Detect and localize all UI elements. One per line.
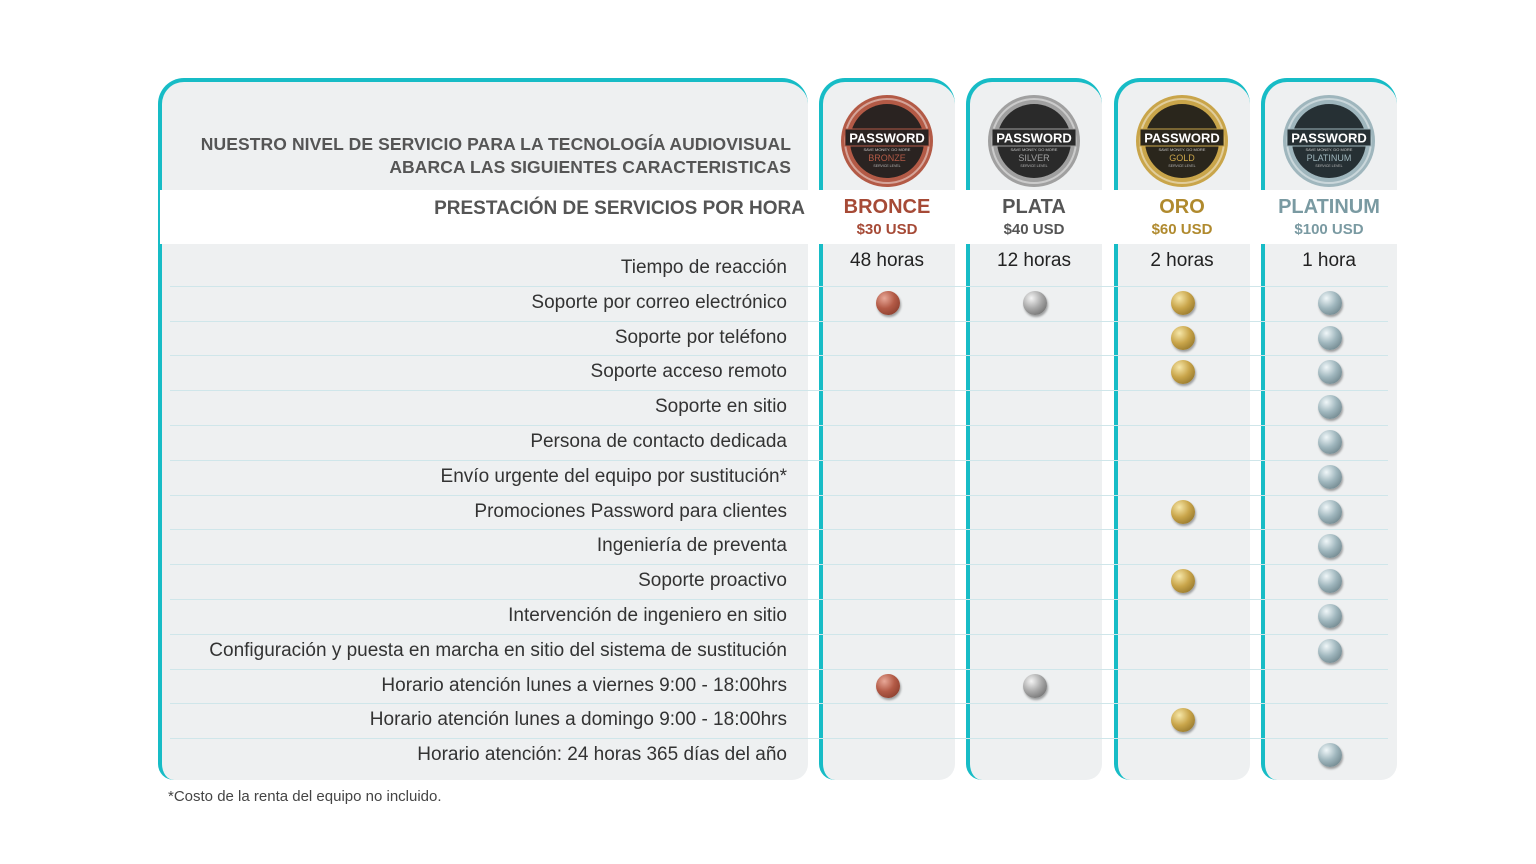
badge-platinum-icon <box>1281 93 1377 189</box>
cell-value: 12 horas <box>997 250 1071 271</box>
row-label: Envío urgente del equipo por sustitución* <box>440 465 787 487</box>
row-divider <box>170 564 1388 565</box>
platinum-check-icon <box>1318 326 1342 350</box>
gold-check-icon <box>1171 569 1195 593</box>
row-divider <box>170 703 1388 704</box>
tier-price-platinum: $100 USD <box>1294 221 1364 238</box>
row-label: Configuración y puesta en marcha en sitio del sistema de sustitución <box>209 639 787 661</box>
row-label: Horario atención lunes a viernes 9:00 - 18:00hrs <box>381 674 787 696</box>
row-label: Soporte en sitio <box>654 396 787 418</box>
badge-sub-text: SERVICE LEVEL <box>1020 164 1048 168</box>
badge-bronze-icon <box>839 93 935 189</box>
silver-check-icon <box>1023 674 1047 698</box>
platinum-check-icon <box>1318 639 1342 663</box>
badge-sub-text: SERVICE LEVEL <box>1168 164 1196 168</box>
badge-level-text: BRONZE <box>868 153 906 163</box>
row-divider <box>170 599 1388 600</box>
badge-level-text: GOLD <box>1169 153 1195 163</box>
band-title: PRESTACIÓN DE SERVICIOS POR HORA <box>434 198 805 219</box>
row-divider <box>170 390 1388 391</box>
row-label: Soporte acceso remoto <box>590 361 787 383</box>
gold-check-icon <box>1171 326 1195 350</box>
silver-check-icon <box>1023 291 1047 315</box>
badge-sub-text: SERVICE LEVEL <box>1315 164 1343 168</box>
platinum-check-icon <box>1318 465 1342 489</box>
badge-tagline-text: SAVE MONEY. DO MORE <box>863 147 911 152</box>
platinum-check-icon <box>1318 569 1342 593</box>
row-divider <box>170 286 1388 287</box>
badge-tagline-text: SAVE MONEY. DO MORE <box>1305 147 1353 152</box>
tier-price-silver: $40 USD <box>1003 221 1065 238</box>
badge-sub-text: SERVICE LEVEL <box>873 164 901 168</box>
platinum-check-icon <box>1318 430 1342 454</box>
row-label: Promociones Password para clientes <box>474 500 787 522</box>
platinum-check-icon <box>1318 604 1342 628</box>
badge-brand-text: PASSWORD <box>1144 130 1220 146</box>
badge-brand-text: PASSWORD <box>849 130 925 146</box>
row-divider <box>170 321 1388 322</box>
row-divider <box>170 529 1388 530</box>
row-label: Tiempo de reacción <box>620 257 787 278</box>
row-divider <box>170 669 1388 670</box>
row-label: Ingeniería de preventa <box>596 535 787 557</box>
tier-name-silver: PLATA <box>1002 196 1066 218</box>
tier-name-bronze: BRONCE <box>843 196 931 218</box>
row-label: Intervención de ingeniero en sitio <box>508 605 787 626</box>
row-divider <box>170 460 1388 461</box>
row-label: Persona de contacto dedicada <box>530 431 787 452</box>
intro-text <box>201 133 791 179</box>
gold-check-icon <box>1171 500 1195 524</box>
row-divider <box>170 738 1388 739</box>
footnote: *Costo de la renta del equipo no incluido. <box>168 788 442 805</box>
cell-value: 48 horas <box>850 250 924 271</box>
platinum-check-icon <box>1318 395 1342 419</box>
badge-brand-text: PASSWORD <box>1291 130 1367 146</box>
platinum-check-icon <box>1318 743 1342 767</box>
platinum-check-icon <box>1318 291 1342 315</box>
bronze-check-icon <box>876 291 900 315</box>
intro-line-1: NUESTRO NIVEL DE SERVICIO PARA LA TECNOLOGÍA AUDIOVISUAL <box>200 134 791 154</box>
platinum-check-icon <box>1318 500 1342 524</box>
cell-value: 1 hora <box>1302 250 1356 271</box>
gold-check-icon <box>1171 291 1195 315</box>
badge-level-text: PLATINUM <box>1306 153 1352 163</box>
tier-name-platinum: PLATINUM <box>1278 196 1380 218</box>
badge-level-text: SILVER <box>1018 153 1050 163</box>
row-label: Soporte proactivo <box>638 570 787 592</box>
badge-tagline-text: SAVE MONEY. DO MORE <box>1158 147 1206 152</box>
row-divider <box>170 634 1388 635</box>
row-label: Soporte por teléfono <box>614 326 787 348</box>
tier-price-gold: $60 USD <box>1151 221 1213 238</box>
badge-brand-text: PASSWORD <box>996 130 1072 146</box>
row-divider <box>170 495 1388 496</box>
tier-price-bronze: $30 USD <box>856 221 918 238</box>
cell-value: 2 horas <box>1150 250 1214 271</box>
intro-line-2: ABARCA LAS SIGUIENTES CARACTERISTICAS <box>389 157 791 177</box>
badge-silver-icon <box>986 93 1082 189</box>
badge-gold-icon <box>1134 93 1230 189</box>
row-divider <box>170 425 1388 426</box>
row-divider <box>170 355 1388 356</box>
row-label: Soporte por correo electrónico <box>531 291 787 313</box>
bronze-check-icon <box>876 674 900 698</box>
tier-name-gold: ORO <box>1159 196 1205 218</box>
row-label: Horario atención lunes a domingo 9:00 - 18:00hrs <box>369 709 787 731</box>
row-label: Horario atención: 24 horas 365 días del año <box>417 744 787 766</box>
badge-tagline-text: SAVE MONEY. DO MORE <box>1010 147 1058 152</box>
